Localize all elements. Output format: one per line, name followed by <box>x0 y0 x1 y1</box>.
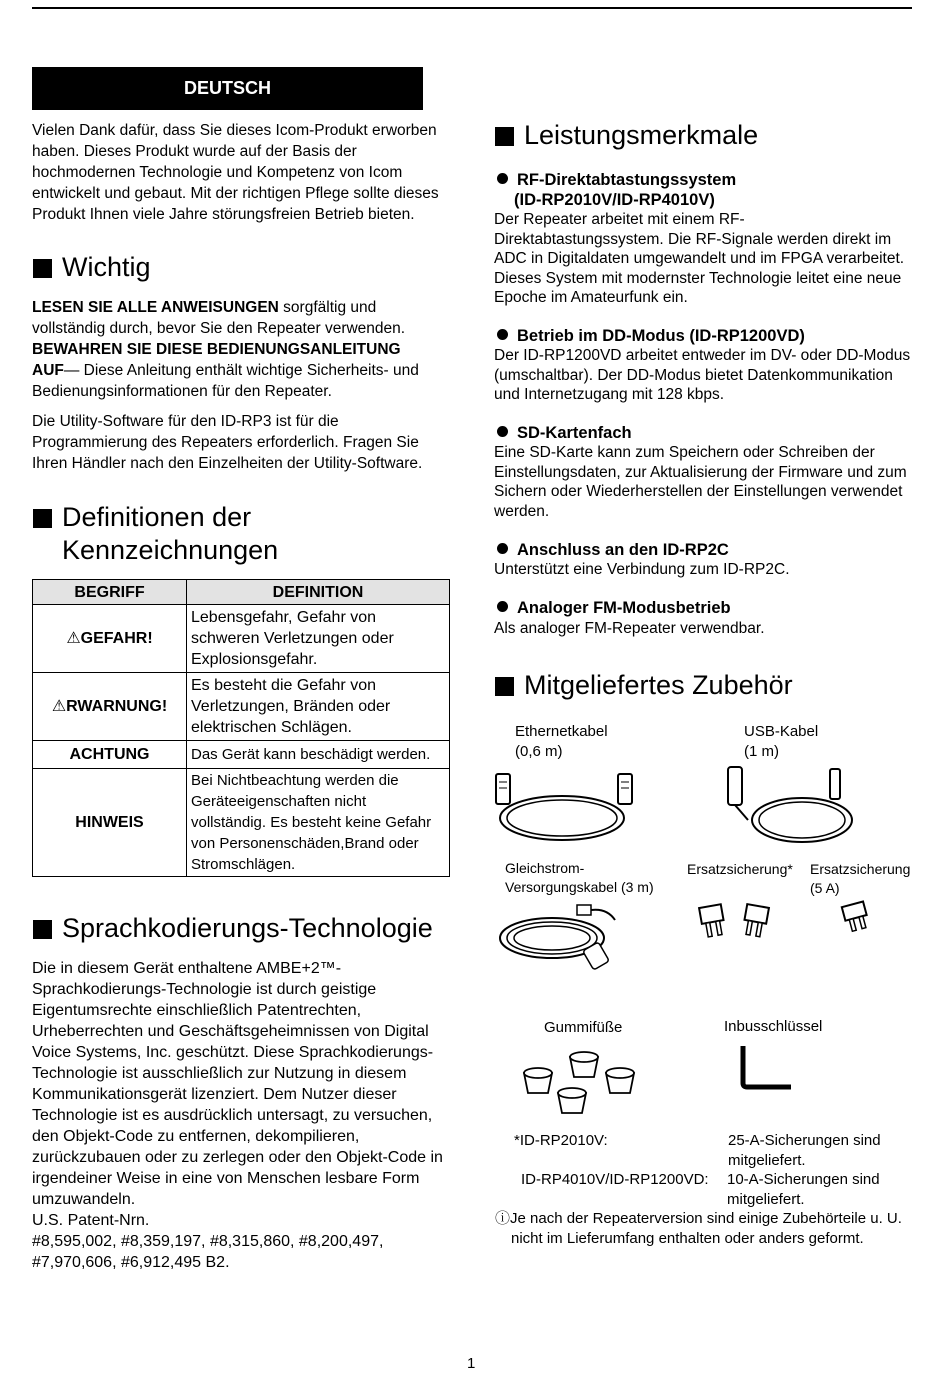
column-header-term: BEGRIFF <box>33 580 187 605</box>
definitions-table <box>32 579 450 877</box>
definition-cell: Das Gerät kann beschädigt werden. <box>187 741 450 769</box>
note-model-1: *ID-RP2010V: <box>514 1132 608 1149</box>
square-bullet-icon <box>33 920 52 939</box>
page-number: 1 <box>467 1355 476 1372</box>
note-text-1: 25-A-Sicherungen sind mitgeliefert. <box>728 1132 881 1169</box>
fuse-icon <box>838 900 873 935</box>
hex-key-label: Inbusschlüssel <box>724 1018 823 1035</box>
usb-cable-icon <box>720 765 870 850</box>
feature-title-sd: SD-Kartenfach <box>494 423 632 443</box>
language-bar: DEUTSCH <box>32 67 423 110</box>
dc-power-cable-icon <box>497 900 647 975</box>
bullet-dot-icon <box>497 173 508 184</box>
bullet-dot-icon <box>497 329 508 340</box>
rubber-feet-icon <box>518 1045 648 1130</box>
wichtig-heading: Wichtig <box>32 251 151 284</box>
bullet-dot-icon <box>497 601 508 612</box>
square-bullet-icon <box>33 259 52 278</box>
fuse-pair-icon <box>697 900 777 945</box>
feature-text-sd: Eine SD-Karte kann zum Speichern oder Schreiben der Einstellungsdaten, zur Aktualisierung der Firmware und zum Sichern oder Wiederherstellen der Einstellungen verwendet werden. <box>494 444 907 520</box>
definition-cell: Lebensgefahr, Gefahr von schweren Verletzungen oder Explosionsgefahr. <box>187 605 450 673</box>
hex-key-icon <box>735 1043 795 1093</box>
rubber-feet-label: Gummifüße <box>544 1019 623 1036</box>
features-heading: Leistungsmerkmale <box>494 119 758 152</box>
table-row <box>33 741 450 769</box>
ethernet-label: Ethernetkabel (0,6 m) <box>515 723 608 760</box>
speech-heading: Sprachkodierungs-Technologie <box>32 912 433 945</box>
ethernet-cable-icon <box>490 768 640 848</box>
square-bullet-icon <box>33 509 52 528</box>
table-header-row <box>33 580 450 605</box>
definitions-heading: Definitionen der Kennzeichnungen <box>32 501 278 567</box>
term-cell: HINWEIS <box>33 769 187 877</box>
feature-text-dd: Der ID-RP1200VD arbeitet entweder im DV- oder DD-Modus (umschaltbar). Der DD-Modus bietet Datenkommunikation und Internetzugang mit 128 kbps. <box>494 347 911 403</box>
definition-cell: Bei Nichtbeachtung werden die Geräteeigenschaften nicht vollständig. Es besteht keine Gefahr von Personenschäden,Brand oder Stromschlägen. <box>187 769 450 877</box>
warning-triangle-icon: ⚠ <box>51 698 67 715</box>
term-cell: ⚠RWARNUNG! <box>33 673 187 741</box>
square-bullet-icon <box>495 677 514 696</box>
feature-title-fm: Analoger FM-Modusbetrieb <box>494 598 731 618</box>
note-model-2: ID-RP4010V/ID-RP1200VD: <box>521 1171 709 1188</box>
feature-title-rf: RF-Direktabtastungssystem (ID-RP2010V/ID-RP4010V) <box>494 170 736 210</box>
note-text-2: 10-A-Sicherungen sind mitgeliefert. <box>727 1171 880 1208</box>
feature-text-fm: Als analoger FM-Repeater verwendbar. <box>494 620 765 637</box>
fuse-star-label: Ersatzsicherung* <box>687 861 793 877</box>
table-row <box>33 605 450 673</box>
column-header-definition: DEFINITION <box>187 580 450 605</box>
dc-cable-label: Gleichstrom- Versorgungskabel (3 m) <box>505 860 654 895</box>
info-note: ⓘJe nach der Repeaterversion sind einige Zubehörteile u. U. nicht im Lieferumfang enthalten oder anders geformt. <box>495 1210 902 1247</box>
feature-title-dd: Betrieb im DD-Modus (ID-RP1200VD) <box>494 326 805 346</box>
table-row <box>33 769 450 877</box>
feature-title-rp2c: Anschluss an den ID-RP2C <box>494 540 729 560</box>
usb-label: USB-Kabel (1 m) <box>744 723 819 760</box>
speech-paragraph: Die in diesem Gerät enthaltene AMBE+2™-Sprachkodierungs-Technologie ist durch geistige Eigentumsrechte einschließlich Patentrechten, Urheberrechten und Geschäftsgeheimnissen von Digital Voice Systems, Inc. geschützt. Diese Sprachkodierungs-Technologie ist ausschließlich zur Nutzung in diesem Kommunikationsgerät lizenziert. Dem Nutzer dieser Technologie ist es ausdrücklich untersagt, zu versuchen, den Objekt-Code zu entfernen, dekompilieren, zurückzubauen oder zu zerlegen oder den Objekt-Code in irgendeiner Weise in eine von Menschen lesbare Form umzuwandeln. U.S. Patent-Nrn. #8,595,002, #8,359,197, #8,315,860, #8,200,497, #7,970,606, #6,912,495 B2. <box>32 960 443 1271</box>
bullet-dot-icon <box>497 543 508 554</box>
wichtig-paragraph-1: LESEN SIE ALLE ANWEISUNGEN sorgfältig und vollständig durch, bevor Sie den Repeater verwenden. BEWAHREN SIE DIESE BEDIENUNGSANLEITUNG AUF— Diese Anleitung enthält wichtige Sicherheits- und Bedienungsinformationen für den Repeater. <box>32 299 419 400</box>
table-row <box>33 673 450 741</box>
term-cell: ACHTUNG <box>33 741 187 769</box>
feature-text-rp2c: Unterstützt eine Verbindung zum ID-RP2C. <box>494 561 790 578</box>
wichtig-paragraph-2: Die Utility-Software für den ID-RP3 ist für die Programmierung des Repeaters erforderlich. Fragen Sie Ihren Händler nach den Einzelheiten der Utility-Software. <box>32 413 423 472</box>
bullet-dot-icon <box>497 426 508 437</box>
accessories-heading: Mitgeliefertes Zubehör <box>494 669 793 702</box>
definition-cell: Es besteht die Gefahr von Verletzungen, Bränden oder elektrischen Schlägen. <box>187 673 450 741</box>
intro-paragraph: Vielen Dank dafür, dass Sie dieses Icom-Produkt erworben haben. Dieses Produkt wurde auf der Basis der hochmodernen Technologie und Kompetenz von Icom entwickelt und gebaut. Mit der richtigen Pflege sollte dieses Produkt Ihnen viele Jahre störungsfreien Betrieb bieten. <box>32 122 439 223</box>
top-rule <box>32 7 912 9</box>
fuse-label: Ersatzsicherung (5 A) <box>810 861 911 896</box>
info-icon: ⓘ <box>495 1210 511 1227</box>
warning-triangle-icon: ⚠ <box>66 630 81 647</box>
term-cell: ⚠GEFAHR! <box>33 605 187 673</box>
feature-text-rf: Der Repeater arbeitet mit einem RF-Direktabtastungssystem. Die RF-Signale werden direkt im ADC in Digitaldaten umgewandelt und im FPGA verarbeitet. Dieses System mit modernster Technologie leitet eine neue Epoche im Amateurfunk ein. <box>494 211 905 306</box>
square-bullet-icon <box>495 127 514 146</box>
